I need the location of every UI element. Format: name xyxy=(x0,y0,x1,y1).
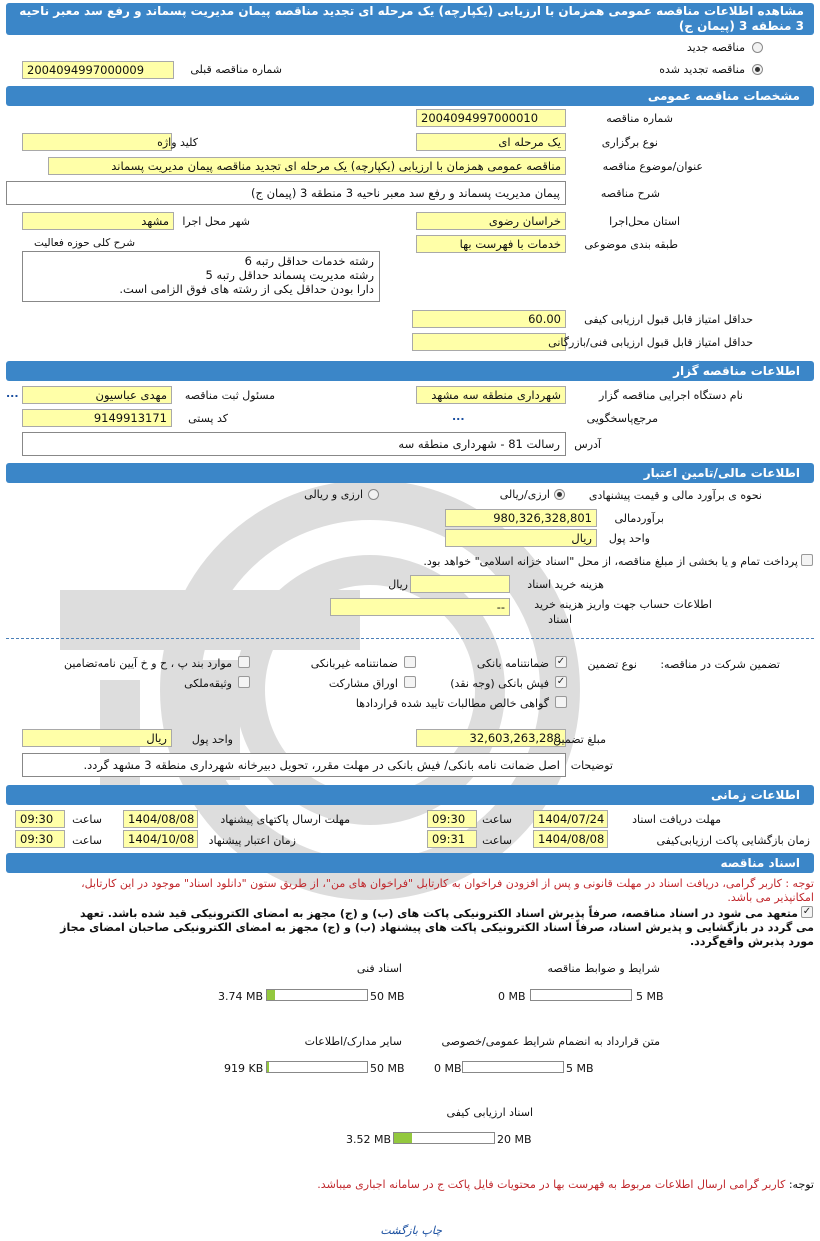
time-label: ساعت xyxy=(72,834,102,847)
organizer-name: شهرداری منطقه سه مشهد xyxy=(416,386,566,404)
currency-label: واحد پول xyxy=(608,532,650,545)
guarantee-currency: ریال xyxy=(22,729,172,747)
activity-box xyxy=(22,251,380,302)
nonbank-guarantee-checkbox[interactable] xyxy=(404,656,416,668)
file-name: سایر مدارک/اطلاعات xyxy=(304,1035,402,1048)
file-progress xyxy=(530,989,632,1001)
doc-cost-unit: ریال xyxy=(388,578,408,591)
file-name: اسناد ارزیابی کیفی xyxy=(446,1106,533,1119)
description-label: شرح مناقصه xyxy=(600,187,660,200)
file-used: 0 MB xyxy=(498,990,526,1003)
activity-line: رشته خدمات حداقل رتبه 6 xyxy=(244,254,374,268)
participation-checkbox[interactable] xyxy=(404,676,416,688)
account-label: اطلاعات حساب جهت واریز هزینه خرید xyxy=(534,598,712,611)
validity-label: زمان اعتبار پیشنهاد xyxy=(208,834,296,847)
notes-label: توضیحات xyxy=(570,759,613,772)
doc-cost-field xyxy=(410,575,510,593)
file-name: اسناد فنی xyxy=(356,962,402,975)
min-tech-score xyxy=(412,333,566,351)
prev-tender-label: شماره مناقصه قبلی xyxy=(190,63,282,76)
postal-code: 9149913171 xyxy=(22,409,172,427)
footer-note xyxy=(317,1178,814,1191)
file-max: 50 MB xyxy=(370,1062,405,1075)
tender-description: پیمان مدیریت پسماند و رفع سد معبر ناحیه 3 منطقه 3 (پیمان ج) xyxy=(6,181,566,205)
guarantee-notes: اصل ضمانت نامه بانکی/ فیش بانکی در مهلت مقرر، تحویل دبیرخانه شهرداری منطقه 3 مشهد گردد. xyxy=(22,753,566,777)
reference-link[interactable]: ... xyxy=(452,410,465,423)
progress-fill xyxy=(267,990,275,1000)
finance-section-header: اطلاعات مالی/تامین اعتبار xyxy=(6,463,814,483)
keyword-field xyxy=(22,133,172,151)
financial-estimate: 980,326,328,801 xyxy=(445,509,597,527)
currency-rial-radio[interactable] xyxy=(554,489,565,500)
validity-date: 1404/10/08 xyxy=(123,830,198,848)
time-label: ساعت xyxy=(72,813,102,826)
bank-check-label: فیش بانکی (وجه نقد) xyxy=(450,677,549,690)
postal-label: کد پستی xyxy=(188,412,228,425)
new-tender-label: مناقصه جدید xyxy=(686,41,745,54)
time-label: ساعت xyxy=(482,813,512,826)
address-field: رسالت 81 - شهرداری منطقه سه xyxy=(22,432,566,456)
currency-and-rial-radio[interactable] xyxy=(368,489,379,500)
file-used: 3.74 MB xyxy=(218,990,264,1003)
back-link[interactable]: بازگشت xyxy=(380,1224,418,1237)
bank-guarantee-label: ضمانتنامه بانکی xyxy=(476,657,549,670)
doc-cost-label: هزینه خرید اسناد xyxy=(527,578,604,591)
holding-type-label: نوع برگزاری xyxy=(601,136,658,149)
receive-time: 09:30 xyxy=(427,810,477,828)
reference-label: مرجع‌پاسخگویی xyxy=(586,412,658,425)
holding-type: یک مرحله ای xyxy=(416,133,566,151)
guarantee-label: تضمین شرکت در مناقصه: xyxy=(660,658,780,671)
activity-line: دارا بودن حداقل یکی از رشته های فوق الزامی است. xyxy=(119,282,374,296)
min-quality-score: 60.00 xyxy=(412,310,566,328)
file-progress xyxy=(393,1132,495,1144)
renewed-tender-radio[interactable] xyxy=(752,64,763,75)
file-progress xyxy=(266,1061,368,1073)
commit-text: متعهد می شود در اسناد مناقصه، صرفاً پذیرش اسناد الکترونیکی پاکت های (ب) و (ج) مجهز به امضای الکترونیکی قید شده باشد. تعهد xyxy=(80,907,798,920)
tender-number-label: شماره مناقصه xyxy=(606,112,673,125)
regulation-label: موارد بند پ ، ح و خ آیین نامه‌تضامین xyxy=(64,657,232,670)
documents-note: توجه : کاربر گرامی، دریافت اسناد در مهلت قانونی و پس از افزودن فراخوان به کارتابل "فراخوان های من"، از طریق ستون "دانلود اسناد" موجود در این کارتابل، xyxy=(81,877,814,890)
file-max: 5 MB xyxy=(636,990,664,1003)
file-used: 919 KB xyxy=(224,1062,264,1075)
validity-time: 09:30 xyxy=(15,830,65,848)
file-progress xyxy=(462,1061,564,1073)
province-label: استان محل‌اجرا xyxy=(609,215,680,228)
commit-text-2: می گردد در بازگشایی و پذیرش اسناد، صرفاً اسناد الکترونیکی پاکت های پیشنهاد (ب) و (ج) مجهز به امضای الکترونیکی صاحبان امضای مجاز xyxy=(60,921,814,934)
commit-checkbox[interactable]: ✓ xyxy=(802,906,812,917)
address-label: آدرس xyxy=(574,438,601,451)
min-quality-label: حداقل امتیاز قابل قبول ارزیابی کیفی xyxy=(584,313,753,326)
file-progress xyxy=(266,989,368,1001)
progress-fill xyxy=(394,1133,412,1143)
divider xyxy=(6,638,814,639)
prev-tender-number: 2004094997000009 xyxy=(22,61,174,79)
currency-and-rial-label: ارزی و ریالی xyxy=(304,488,363,501)
receive-date: 1404/07/24 xyxy=(533,810,608,828)
timing-section-header: اطلاعات زمانی xyxy=(6,785,814,805)
city-field: مشهد xyxy=(22,212,174,230)
tender-number: 2004094997000010 xyxy=(416,109,566,127)
property-checkbox[interactable] xyxy=(238,676,250,688)
open-date: 1404/08/08 xyxy=(533,830,608,848)
guarantee-currency-label: واحد پول xyxy=(191,733,233,746)
province-field: خراسان رضوی xyxy=(416,212,566,230)
guarantee-amount: 32,603,263,288 xyxy=(416,729,566,747)
activity-label: شرح کلی حوزه فعالیت xyxy=(33,237,135,249)
file-max: 50 MB xyxy=(370,990,405,1003)
estimate-label: برآوردمالی xyxy=(614,512,664,525)
estimate-method-label: نحوه ی برآورد مالی و قیمت پیشنهادی xyxy=(588,489,762,502)
tender-subject: مناقصه عمومی همزمان با ارزیابی (یکپارچه) یک مرحله ای تجدید مناقصه پیمان مدیریت پسماند xyxy=(48,157,566,175)
documents-section-header: اسناد مناقصه xyxy=(6,853,814,873)
progress-fill xyxy=(267,1062,269,1072)
guarantee-amount-label: مبلغ تضمین xyxy=(553,733,606,746)
regulation-checkbox[interactable] xyxy=(238,656,250,668)
organizer-more-link[interactable]: ... xyxy=(6,387,19,400)
treasury-text: پرداخت تمام و یا بخشی از مبلغ مناقصه، از محل "اسناد خزانه اسلامی" خواهد بود. xyxy=(423,555,798,568)
print-link[interactable]: چاپ xyxy=(421,1224,442,1237)
bank-check-checkbox[interactable]: ✓ xyxy=(556,676,566,687)
organizer-section-header: اطلاعات مناقصه گزار xyxy=(6,361,814,381)
responsible-field: مهدی عباسیون xyxy=(22,386,172,404)
responsible-label: مسئول ثبت مناقصه xyxy=(184,389,275,402)
account-info: -- xyxy=(330,598,510,616)
send-label: مهلت ارسال پاکتهای پیشنهاد xyxy=(220,813,350,826)
footer-prefix: توجه: xyxy=(788,1178,814,1191)
category-field: خدمات با فهرست بها xyxy=(416,235,566,253)
category-label: طبقه بندی موضوعی xyxy=(584,238,678,251)
open-label: زمان بازگشایی پاکت ارزیابی‌کیفی xyxy=(656,834,810,847)
action-links xyxy=(380,1224,442,1237)
bank-guarantee-checkbox[interactable]: ✓ xyxy=(556,656,566,667)
subject-label: عنوان/موضوع مناقصه xyxy=(602,160,703,173)
participation-label: اوراق مشارکت xyxy=(328,677,398,690)
guarantee-type-label: نوع تضمین xyxy=(587,658,637,671)
documents-note-2: امکانپذیر می باشد. xyxy=(727,891,814,904)
renewed-tender-label: مناقصه تجدید شده xyxy=(659,63,745,76)
min-tech-label: حداقل امتیاز قابل قبول ارزیابی فنی/بازرگانی xyxy=(548,336,753,349)
receive-label: مهلت دریافت اسناد xyxy=(632,813,721,826)
new-tender-radio[interactable] xyxy=(752,42,763,53)
file-name: شرایط و ضوابط مناقصه xyxy=(547,962,660,975)
organizer-label: نام دستگاه اجرایی مناقصه گزار xyxy=(599,389,743,402)
file-name: متن قرارداد به انضمام شرایط عمومی/خصوصی xyxy=(441,1035,660,1048)
account-label-2: اسناد xyxy=(548,613,572,626)
general-section-header: مشخصات مناقصه عمومی xyxy=(6,86,814,106)
footer-text: کاربر گرامی ارسال اطلاعات مربوط به فهرست بها در محتویات فایل پاکت ج در سامانه اجباری میباشد. xyxy=(317,1178,786,1191)
property-label: وثیقه‌ملکی xyxy=(184,677,232,690)
file-max: 20 MB xyxy=(497,1133,532,1146)
currency-rial-label: ارزی/ریالی xyxy=(499,488,550,501)
estimate-currency: ریال xyxy=(445,529,597,547)
file-used: 0 MB xyxy=(434,1062,462,1075)
city-label: شهر محل اجرا xyxy=(182,215,250,228)
time-label: ساعت xyxy=(482,834,512,847)
file-used: 3.52 MB xyxy=(346,1133,392,1146)
page-title: مشاهده اطلاعات مناقصه عمومی همزمان با ارزیابی (یکپارچه) یک مرحله ای تجدید مناقصه پیمان مدیریت پسماند و رفع سد معبر ناحیه 3 منطقه 3 (پیمان ج) xyxy=(6,3,814,35)
treasury-checkbox[interactable] xyxy=(801,554,813,566)
send-date: 1404/08/08 xyxy=(123,810,198,828)
net-claims-checkbox[interactable] xyxy=(555,696,567,708)
keyword-label: کلید واژه xyxy=(157,136,198,149)
file-max: 5 MB xyxy=(566,1062,594,1075)
activity-line: رشته مدیریت پسماند حداقل رتبه 5 xyxy=(205,268,374,282)
send-time: 09:30 xyxy=(15,810,65,828)
nonbank-guarantee-label: ضمانتنامه غیربانکی xyxy=(310,657,398,670)
open-time: 09:31 xyxy=(427,830,477,848)
commit-text-3: مورد پذیرش واقع‌گردد. xyxy=(689,935,814,948)
net-claims-label: گواهی خالص مطالبات تایید شده قراردادها xyxy=(355,697,549,710)
